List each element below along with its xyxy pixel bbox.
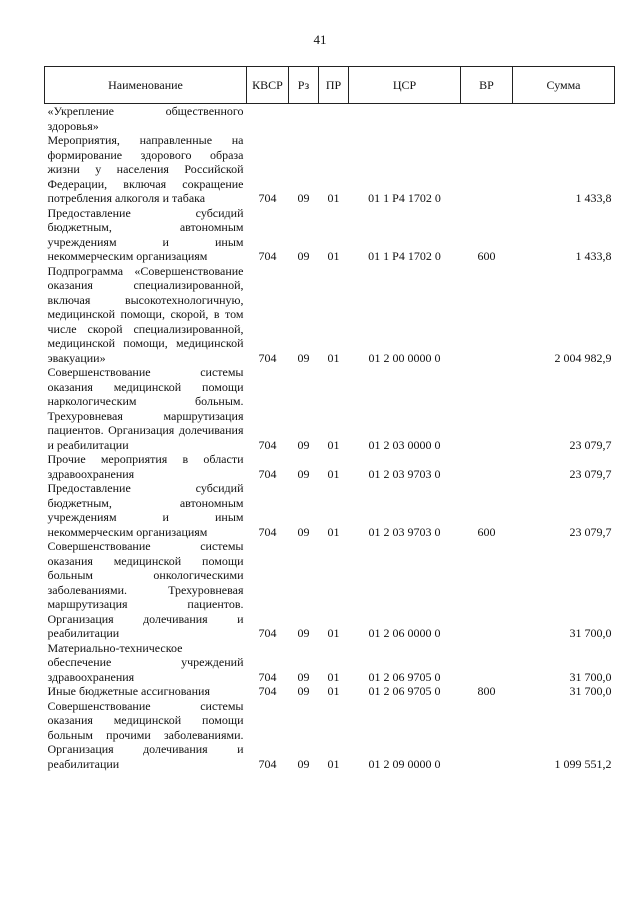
row-csr: 01 2 06 0000 0: [368, 626, 441, 640]
row-sum: [513, 104, 615, 134]
table-row: [45, 452, 615, 481]
row-csr: 01 2 03 9703 0: [368, 524, 441, 539]
row-pr: 01: [327, 437, 340, 452]
row-name: [45, 264, 247, 366]
row-vr: [461, 452, 513, 481]
row-kvsr: 704: [258, 466, 277, 481]
row-pr: 01: [327, 524, 340, 539]
row-name: [45, 365, 247, 452]
row-rz: 09: [297, 191, 310, 205]
table-row: [45, 684, 615, 699]
row-pr: 01: [327, 756, 340, 771]
row-rz: 09: [297, 524, 310, 539]
row-csr: 01 1 Р4 1702 0: [368, 249, 441, 263]
row-name: [45, 481, 247, 539]
row-name: [45, 641, 247, 685]
header-name: Наименование: [45, 67, 247, 104]
row-pr: 01: [327, 191, 340, 205]
row-kvsr: 704: [258, 437, 277, 452]
row-pr: 01: [327, 626, 340, 640]
row-vr: [461, 133, 513, 206]
row-name-text: Иные бюджетные ассигнования: [47, 684, 210, 698]
row-name: [45, 452, 247, 481]
row-csr: 01 2 09 0000 0: [368, 756, 441, 771]
row-sum: 1 433,8: [575, 249, 612, 263]
row-name-text: Мероприятия, направленные на формирование здорового образа жизни у населения Российской Федерации, включая сокращение потребления алкоголя и табака: [47, 133, 244, 205]
row-pr: 01: [327, 669, 340, 684]
row-vr: 800: [477, 684, 496, 698]
row-csr: 01 2 03 9703 0: [368, 466, 441, 481]
row-csr: 01 1 Р4 1702 0: [368, 191, 441, 205]
row-vr: 600: [477, 249, 496, 263]
row-csr: 01 2 03 0000 0: [368, 437, 441, 452]
row-kvsr: 704: [258, 626, 277, 640]
row-kvsr: 704: [258, 669, 277, 684]
row-sum: 2 004 982,9: [554, 350, 612, 365]
row-rz: 09: [297, 437, 310, 452]
row-sum: 31 700,0: [569, 669, 612, 684]
row-rz: 09: [297, 756, 310, 771]
row-name-text: Подпрограмма «Совершенствование оказания специализированной, включая высокотехнологичную, медицинской помощи, скорой, в том числе скорой специализированной, медицинской помощи, медицинской эвакуации»: [47, 263, 244, 365]
row-name: [45, 206, 247, 264]
table-row: [45, 539, 615, 641]
row-sum: 1 099 551,2: [554, 756, 612, 771]
row-kvsr: 704: [258, 249, 277, 263]
header-kvsr: КВСР: [247, 67, 289, 104]
table-row: [45, 206, 615, 264]
row-vr: [461, 539, 513, 641]
row-sum: 31 700,0: [569, 684, 612, 698]
row-name-text: Совершенствование системы оказания медицинской помощи больным прочими заболеваниями. Организация долечивания и реабилитации: [47, 698, 244, 771]
table-row: [45, 133, 615, 206]
table-header: [45, 67, 615, 104]
row-rz: 09: [297, 669, 310, 684]
row-kvsr: [247, 104, 289, 134]
row-rz: 09: [297, 684, 310, 698]
row-csr: 01 2 06 9705 0: [368, 669, 441, 684]
table-row: [45, 481, 615, 539]
row-csr: 01 2 06 9705 0: [368, 684, 441, 698]
header-rz: Рз: [289, 67, 319, 104]
table-row: [45, 641, 615, 685]
row-name: [45, 684, 247, 699]
row-vr: [461, 641, 513, 685]
row-pr: 01: [327, 350, 340, 365]
page-number: 41: [313, 32, 327, 47]
row-vr: 600: [477, 524, 496, 539]
row-pr: 01: [327, 684, 340, 698]
row-rz: [289, 104, 319, 134]
row-pr: 01: [327, 466, 340, 481]
row-name-text: Предоставление субсидий бюджетным, автономным учреждениям и иным некоммерческим организациям: [47, 481, 244, 539]
header-csr: ЦСР: [349, 67, 461, 104]
row-name: [45, 699, 247, 772]
table-row: [45, 264, 615, 366]
row-name-text: Прочие мероприятия в области здравоохранения: [47, 452, 244, 481]
row-sum: 23 079,7: [569, 437, 612, 452]
row-rz: 09: [297, 350, 310, 365]
table-body: [45, 104, 615, 772]
table-row: [45, 365, 615, 452]
row-rz: 09: [297, 466, 310, 481]
header-pr: ПР: [319, 67, 349, 104]
row-sum: 1 433,8: [575, 191, 612, 205]
row-name: [45, 104, 247, 134]
table-row: [45, 699, 615, 772]
row-csr: [349, 104, 461, 134]
row-sum: 23 079,7: [569, 466, 612, 481]
row-csr: 01 2 00 0000 0: [368, 350, 441, 365]
row-vr: [461, 365, 513, 452]
row-kvsr: 704: [258, 191, 277, 205]
header-sum: Сумма: [513, 67, 615, 104]
table-row: [45, 104, 615, 134]
row-name-text: Материально-техническое обеспечение учреждений здравоохранения: [47, 640, 244, 684]
row-pr: [319, 104, 349, 134]
row-name: [45, 539, 247, 641]
header-vr: ВР: [461, 67, 513, 104]
row-rz: 09: [297, 249, 310, 263]
row-sum: 31 700,0: [569, 626, 612, 640]
row-name: [45, 133, 247, 206]
row-kvsr: 704: [258, 684, 277, 698]
row-kvsr: 704: [258, 350, 277, 365]
row-vr: [461, 264, 513, 366]
row-vr: [461, 104, 513, 134]
row-name-text: Предоставление субсидий бюджетным, автономным учреждениям и иным некоммерческим организациям: [47, 205, 244, 263]
budget-table: [44, 66, 615, 771]
row-name-text: «Укрепление общественного здоровья»: [47, 104, 244, 133]
row-rz: 09: [297, 626, 310, 640]
row-name-text: Совершенствование системы оказания медицинской помощи наркологическим больным. Трехуровневая маршрутизация пациентов. Организация долечивания и реабилитации: [47, 365, 244, 452]
row-kvsr: 704: [258, 756, 277, 771]
row-name-text: Совершенствование системы оказания медицинской помощи больным онкологическими заболеваниями. Трехуровневая маршрутизация пациентов. Организация долечивания и реабилитации: [47, 539, 244, 640]
row-pr: 01: [327, 249, 340, 263]
row-vr: [461, 699, 513, 772]
row-kvsr: 704: [258, 524, 277, 539]
row-sum: 23 079,7: [569, 524, 612, 539]
